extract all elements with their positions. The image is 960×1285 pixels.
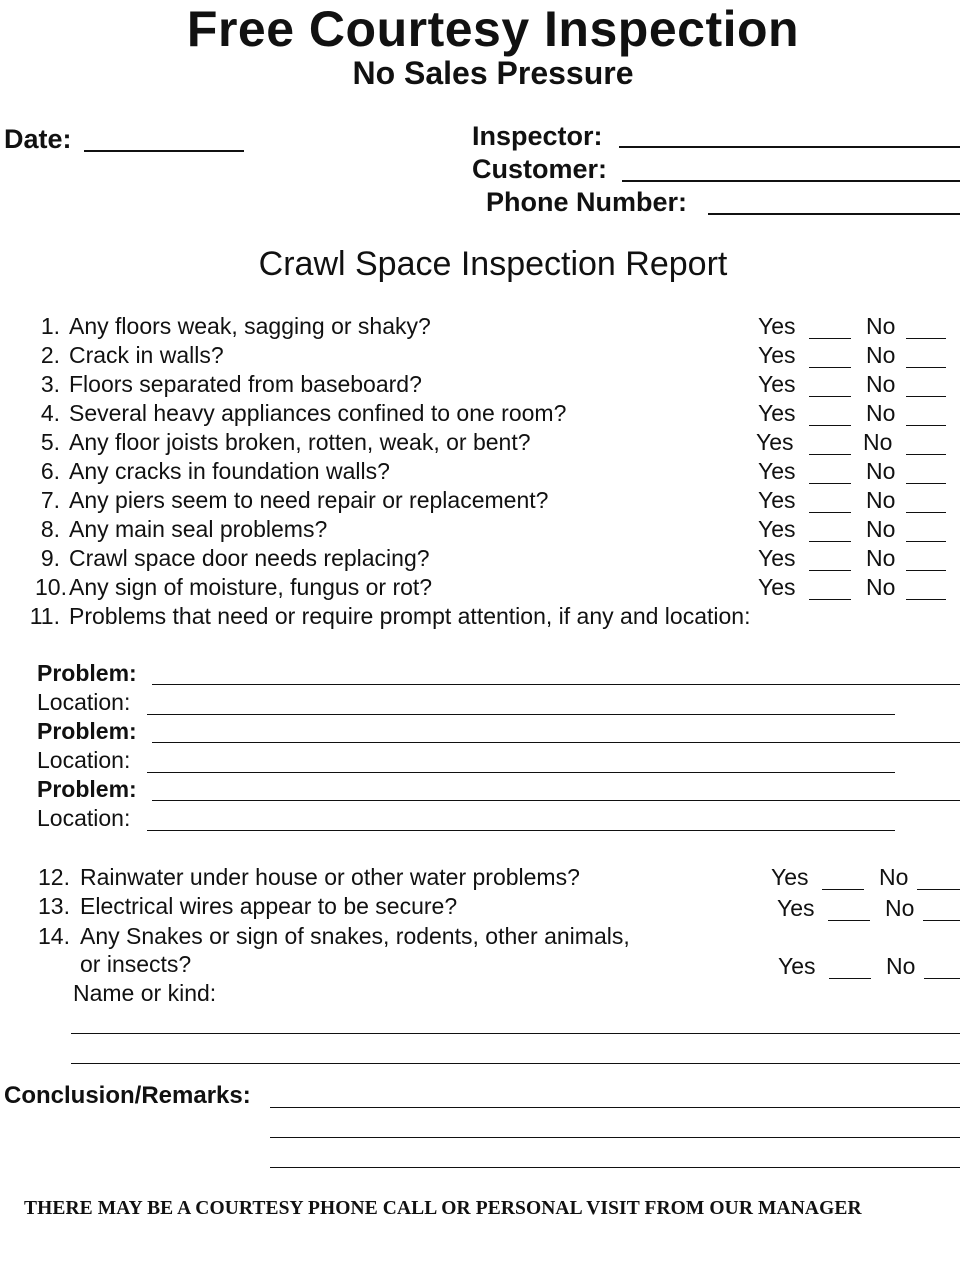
no-label: No <box>866 371 896 397</box>
no-answer-line[interactable] <box>917 889 960 890</box>
name-or-kind-field[interactable] <box>71 1033 960 1034</box>
date-label: Date: <box>4 124 72 154</box>
question-row <box>0 574 960 603</box>
footer-notice: THERE MAY BE A COURTESY PHONE CALL OR PERSONAL VISIT FROM OUR MANAGER <box>24 1198 862 1219</box>
conclusion-field[interactable] <box>270 1137 960 1138</box>
no-answer-line[interactable] <box>906 570 946 571</box>
no-label: No <box>866 458 896 484</box>
no-answer-line[interactable] <box>906 338 946 339</box>
date-field[interactable] <box>84 150 244 152</box>
yes-label: Yes <box>758 371 796 397</box>
no-label: No <box>886 953 916 979</box>
no-label: No <box>885 895 915 921</box>
question-text: Crack in walls? <box>69 342 224 368</box>
yes-answer-line[interactable] <box>809 367 851 368</box>
question-row <box>0 864 960 893</box>
question-number: 9. <box>40 545 60 571</box>
no-answer-line[interactable] <box>906 541 946 542</box>
yes-label: Yes <box>758 545 796 571</box>
no-label: No <box>866 516 896 542</box>
yes-answer-line[interactable] <box>809 483 851 484</box>
question-text: Any cracks in foundation walls? <box>69 458 390 484</box>
question-number: 13. <box>38 893 70 919</box>
yes-label: Yes <box>778 953 816 979</box>
yes-answer-line[interactable] <box>809 425 851 426</box>
yes-answer-line[interactable] <box>809 338 851 339</box>
problem-field[interactable] <box>152 684 960 685</box>
no-label: No <box>866 574 896 600</box>
no-label: No <box>863 429 893 455</box>
problem-label: Problem: <box>37 776 137 802</box>
question-text: Any Snakes or sign of snakes, rodents, other animals, <box>80 923 630 949</box>
location-label: Location: <box>37 805 131 831</box>
yes-label: Yes <box>758 574 796 600</box>
no-answer-line[interactable] <box>906 425 946 426</box>
question-text: Any sign of moisture, fungus or rot? <box>69 574 433 600</box>
report-title: Crawl Space Inspection Report <box>258 245 728 283</box>
yes-label: Yes <box>756 429 794 455</box>
location-field[interactable] <box>147 830 895 831</box>
problem-field[interactable] <box>152 742 960 743</box>
no-answer-line[interactable] <box>906 512 946 513</box>
question-number: 12. <box>38 864 70 890</box>
question-text: Any floor joists broken, rotten, weak, or bent? <box>69 429 531 455</box>
question-number: 6. <box>40 458 60 484</box>
question-row <box>0 458 960 487</box>
inspector-label: Inspector: <box>472 121 603 151</box>
question-text: Electrical wires appear to be secure? <box>80 893 458 919</box>
question-row <box>0 487 960 516</box>
question-text: Rainwater under house or other water problems? <box>80 864 580 890</box>
yes-label: Yes <box>758 313 796 339</box>
question-text-continued: or insects? <box>80 951 192 977</box>
yes-answer-line[interactable] <box>809 454 851 455</box>
no-answer-line[interactable] <box>906 396 946 397</box>
question-row <box>0 400 960 429</box>
yes-answer-line[interactable] <box>809 512 851 513</box>
conclusion-label: Conclusion/Remarks: <box>4 1082 251 1109</box>
question-text: Floors separated from baseboard? <box>69 371 422 397</box>
question-row <box>0 429 960 458</box>
question-number: 8. <box>40 516 60 542</box>
question-row <box>0 545 960 574</box>
conclusion-field[interactable] <box>270 1107 960 1108</box>
yes-label: Yes <box>777 895 815 921</box>
form-subtitle: No Sales Pressure <box>352 55 634 91</box>
yes-answer-line[interactable] <box>809 396 851 397</box>
yes-answer-line[interactable] <box>829 978 871 979</box>
form-title: Free Courtesy Inspection <box>186 1 800 57</box>
question-number: 10. <box>35 574 67 600</box>
question-text: Problems that need or require prompt attention, if any and location: <box>69 603 751 629</box>
no-answer-line[interactable] <box>923 920 960 921</box>
question-number: 4. <box>40 400 60 426</box>
yes-label: Yes <box>758 487 796 513</box>
yes-label: Yes <box>758 458 796 484</box>
name-or-kind-label: Name or kind: <box>73 980 217 1006</box>
location-label: Location: <box>37 747 131 773</box>
phone-label: Phone Number: <box>486 187 688 217</box>
question-text: Several heavy appliances confined to one room? <box>69 400 567 426</box>
inspector-field[interactable] <box>619 146 960 148</box>
no-label: No <box>866 313 896 339</box>
question-text: Any floors weak, sagging or shaky? <box>69 313 431 339</box>
location-field[interactable] <box>147 714 895 715</box>
no-label: No <box>866 400 896 426</box>
yes-answer-line[interactable] <box>809 570 851 571</box>
question-row <box>0 923 960 952</box>
no-answer-line[interactable] <box>906 454 946 455</box>
location-field[interactable] <box>147 772 895 773</box>
question-row <box>0 313 960 342</box>
yes-answer-line[interactable] <box>828 920 870 921</box>
no-label: No <box>866 545 896 571</box>
no-label: No <box>866 487 896 513</box>
no-answer-line[interactable] <box>906 599 946 600</box>
question-number: 14. <box>38 923 70 949</box>
problem-field[interactable] <box>152 800 960 801</box>
question-row <box>0 342 960 371</box>
problem-label: Problem: <box>37 660 137 686</box>
question-text: Any main seal problems? <box>69 516 328 542</box>
question-row <box>0 516 960 545</box>
conclusion-field[interactable] <box>270 1167 960 1168</box>
no-answer-line[interactable] <box>906 367 946 368</box>
yes-label: Yes <box>758 400 796 426</box>
question-number: 5. <box>40 429 60 455</box>
question-number: 2. <box>40 342 60 368</box>
question-row <box>0 371 960 400</box>
yes-label: Yes <box>758 516 796 542</box>
question-number: 11. <box>29 603 60 629</box>
location-label: Location: <box>37 689 131 715</box>
customer-label: Customer: <box>472 154 608 184</box>
question-row <box>0 603 960 632</box>
question-number: 1. <box>40 313 60 339</box>
name-or-kind-field[interactable] <box>71 1063 960 1064</box>
question-number: 3. <box>40 371 60 397</box>
customer-field[interactable] <box>622 180 960 182</box>
no-label: No <box>866 342 896 368</box>
question-text: Crawl space door needs replacing? <box>69 545 430 571</box>
no-answer-line[interactable] <box>924 978 960 979</box>
yes-answer-line[interactable] <box>809 599 851 600</box>
question-number: 7. <box>40 487 60 513</box>
no-label: No <box>879 864 909 890</box>
question-row <box>0 893 960 922</box>
no-answer-line[interactable] <box>906 483 946 484</box>
yes-answer-line[interactable] <box>822 889 864 890</box>
yes-label: Yes <box>758 342 796 368</box>
question-text: Any piers seem to need repair or replacement? <box>69 487 549 513</box>
yes-label: Yes <box>771 864 809 890</box>
phone-field[interactable] <box>708 213 960 215</box>
yes-answer-line[interactable] <box>809 541 851 542</box>
problem-label: Problem: <box>37 718 137 744</box>
